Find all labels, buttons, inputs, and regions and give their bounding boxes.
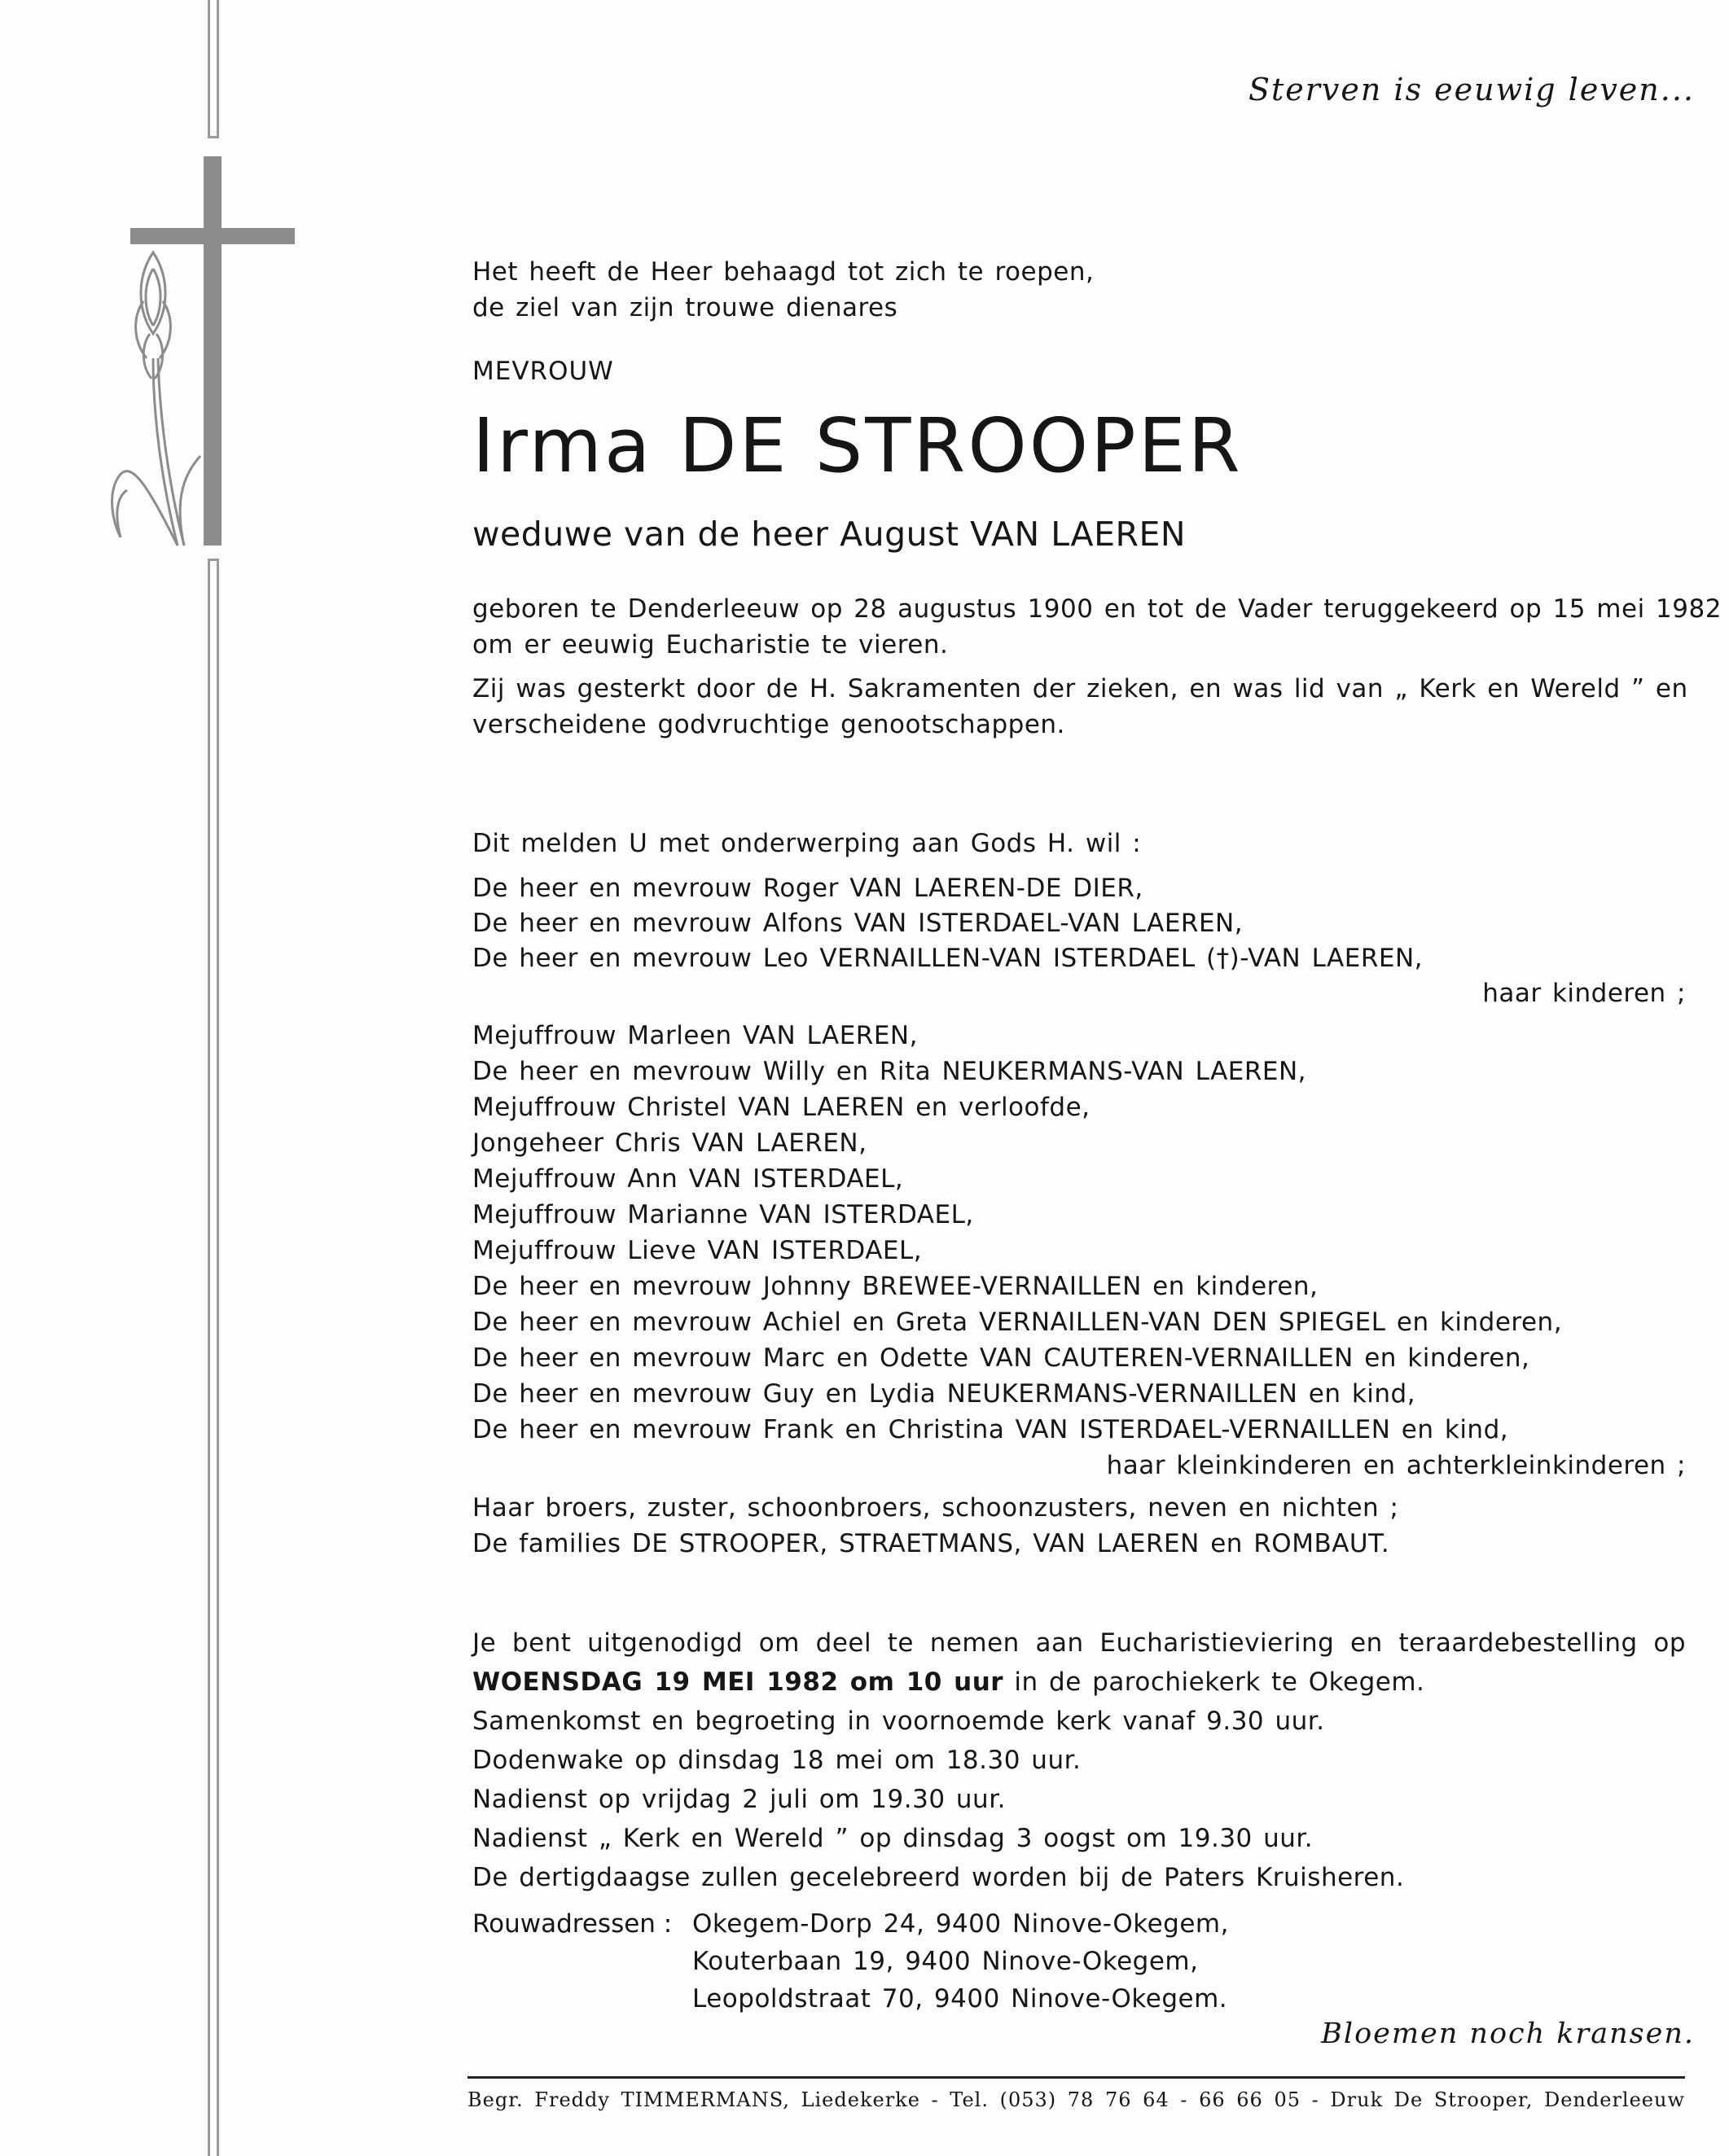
notice-body — [472, 254, 1722, 2018]
deceased-name: Irma DE STROOPER — [472, 402, 1243, 489]
title-label: MEVROUW — [472, 357, 614, 386]
list-item: De heer en mevrouw Marc en Odette VAN CAUTEREN-VERNAILLEN en kinderen, — [472, 1343, 1530, 1373]
list-item: De heer en mevrouw Guy en Lydia NEUKERMANS-VERNAILLEN en kind, — [472, 1379, 1416, 1409]
sacrament-paragraph — [472, 671, 1686, 743]
list-item: De heer en mevrouw Achiel en Greta VERNAILLEN-VAN DEN SPIEGEL en kinderen, — [472, 1308, 1563, 1337]
address-list — [692, 1905, 1229, 2018]
list-item: De heer en mevrouw Alfons VAN ISTERDAEL-VAN LAEREN, — [472, 909, 1244, 938]
children-list — [472, 871, 1686, 1011]
list-item: De heer en mevrouw Leo VERNAILLEN-VAN ISTERDAEL (†)-VAN LAEREN, — [472, 944, 1424, 973]
funeral-place: in de parochiekerk te Okegem. — [1003, 1667, 1425, 1697]
invitation-date-line — [472, 1663, 1686, 1702]
addresses-label: Rouwadressen : — [472, 1909, 673, 1939]
printer-footer: Begr. Freddy TIMMERMANS, Liedekerke - Tel. (053) 78 76 64 - 66 66 05 - Druk De Strooper, Denderleeuw — [467, 2088, 1685, 2111]
invitation — [472, 1624, 1686, 1897]
address-line: Leopoldstraat 70, 9400 Ninove-Okegem. — [692, 1984, 1228, 2014]
invitation-detail: De dertigdaagse zullen gecelebreerd worden bij de Paters Kruisheren. — [472, 1863, 1405, 1892]
families-line: De families DE STROOPER, STRAETMANS, VAN LAEREN en ROMBAUT. — [472, 1529, 1390, 1558]
intro-line: de ziel van zijn trouwe dienares — [472, 293, 898, 322]
flowers-note: Bloemen noch kransen. — [1321, 2018, 1695, 2050]
invitation-line: Je bent uitgenodigd om deel te nemen aan Eucharistieviering en teraardebestelling op — [472, 1628, 1686, 1658]
grandchildren-list — [472, 1018, 1686, 1483]
list-item: Mejuffrouw Lieve VAN ISTERDAEL, — [472, 1236, 923, 1265]
list-item: Mejuffrouw Ann VAN ISTERDAEL, — [472, 1164, 904, 1194]
grandchildren-label: haar kleinkinderen en achterkleinkinderen ; — [1106, 1451, 1686, 1480]
left-rule-top — [208, 0, 219, 138]
list-item: De heer en mevrouw Frank en Christina VAN ISTERDAEL-VERNAILLEN en kind, — [472, 1415, 1509, 1444]
children-label: haar kinderen ; — [1482, 979, 1686, 1008]
invitation-detail: Nadienst „ Kerk en Wereld ” op dinsdag 3 oogst om 19.30 uur. — [472, 1824, 1314, 1853]
intro-line: Het heeft de Heer behaagd tot zich te roepen, — [472, 257, 1095, 287]
address-line: Kouterbaan 19, 9400 Ninove-Okegem, — [692, 1947, 1199, 1976]
list-item: Jongeheer Chris VAN LAEREN, — [472, 1128, 867, 1158]
list-item: De heer en mevrouw Johnny BREWEE-VERNAILLEN en kinderen, — [472, 1272, 1319, 1301]
birth-line: geboren te Denderleeuw op 28 augustus 1900 en tot de Vader teruggekeerd op 15 mei 1982 — [472, 594, 1722, 624]
siblings-line: Haar broers, zuster, schoonbroers, schoonzusters, neven en nichten ; — [472, 1493, 1399, 1523]
list-item: De heer en mevrouw Willy en Rita NEUKERMANS-VAN LAEREN, — [472, 1057, 1307, 1086]
sacrament-line: verscheidene godvruchtige genootschappen. — [472, 710, 1065, 739]
intro — [472, 254, 1686, 326]
family-lines — [472, 1490, 1686, 1562]
birth-line: om er eeuwig Eucharistie te vieren. — [472, 630, 949, 660]
list-item: Mejuffrouw Marianne VAN ISTERDAEL, — [472, 1200, 974, 1229]
funeral-date: WOENSDAG 19 MEI 1982 om 10 uur — [472, 1667, 1004, 1697]
sacrament-line: Zij was gesterkt door de H. Sakramenten der zieken, en was lid van „ Kerk en Wereld ” en — [472, 674, 1688, 703]
widow-line: weduwe van de heer August VAN LAEREN — [472, 515, 1187, 554]
invitation-detail: Samenkomst en begroeting in voornoemde kerk vanaf 9.30 uur. — [472, 1707, 1325, 1736]
invitation-detail: Nadienst op vrijdag 2 juli om 19.30 uur. — [472, 1785, 1006, 1814]
invitation-detail: Dodenwake op dinsdag 18 mei om 18.30 uur. — [472, 1746, 1082, 1775]
footer-divider — [467, 2076, 1685, 2079]
mourning-addresses — [472, 1905, 1686, 2018]
list-item: De heer en mevrouw Roger VAN LAEREN-DE DIER, — [472, 874, 1143, 903]
motto: Sterven is eeuwig leven... — [1248, 72, 1695, 107]
list-item: Mejuffrouw Marleen VAN LAEREN, — [472, 1021, 918, 1050]
wheat-ear-icon — [96, 236, 202, 554]
birth-paragraph — [472, 591, 1722, 663]
announce — [472, 826, 1686, 861]
list-item: Mejuffrouw Christel VAN LAEREN en verloofde, — [472, 1093, 1090, 1122]
announce-line: Dit melden U met onderwerping aan Gods H. wil : — [472, 829, 1142, 858]
cross-icon — [204, 156, 222, 546]
address-line: Okegem-Dorp 24, 9400 Ninove-Okegem, — [692, 1909, 1229, 1939]
left-rule-bottom — [208, 559, 219, 2156]
